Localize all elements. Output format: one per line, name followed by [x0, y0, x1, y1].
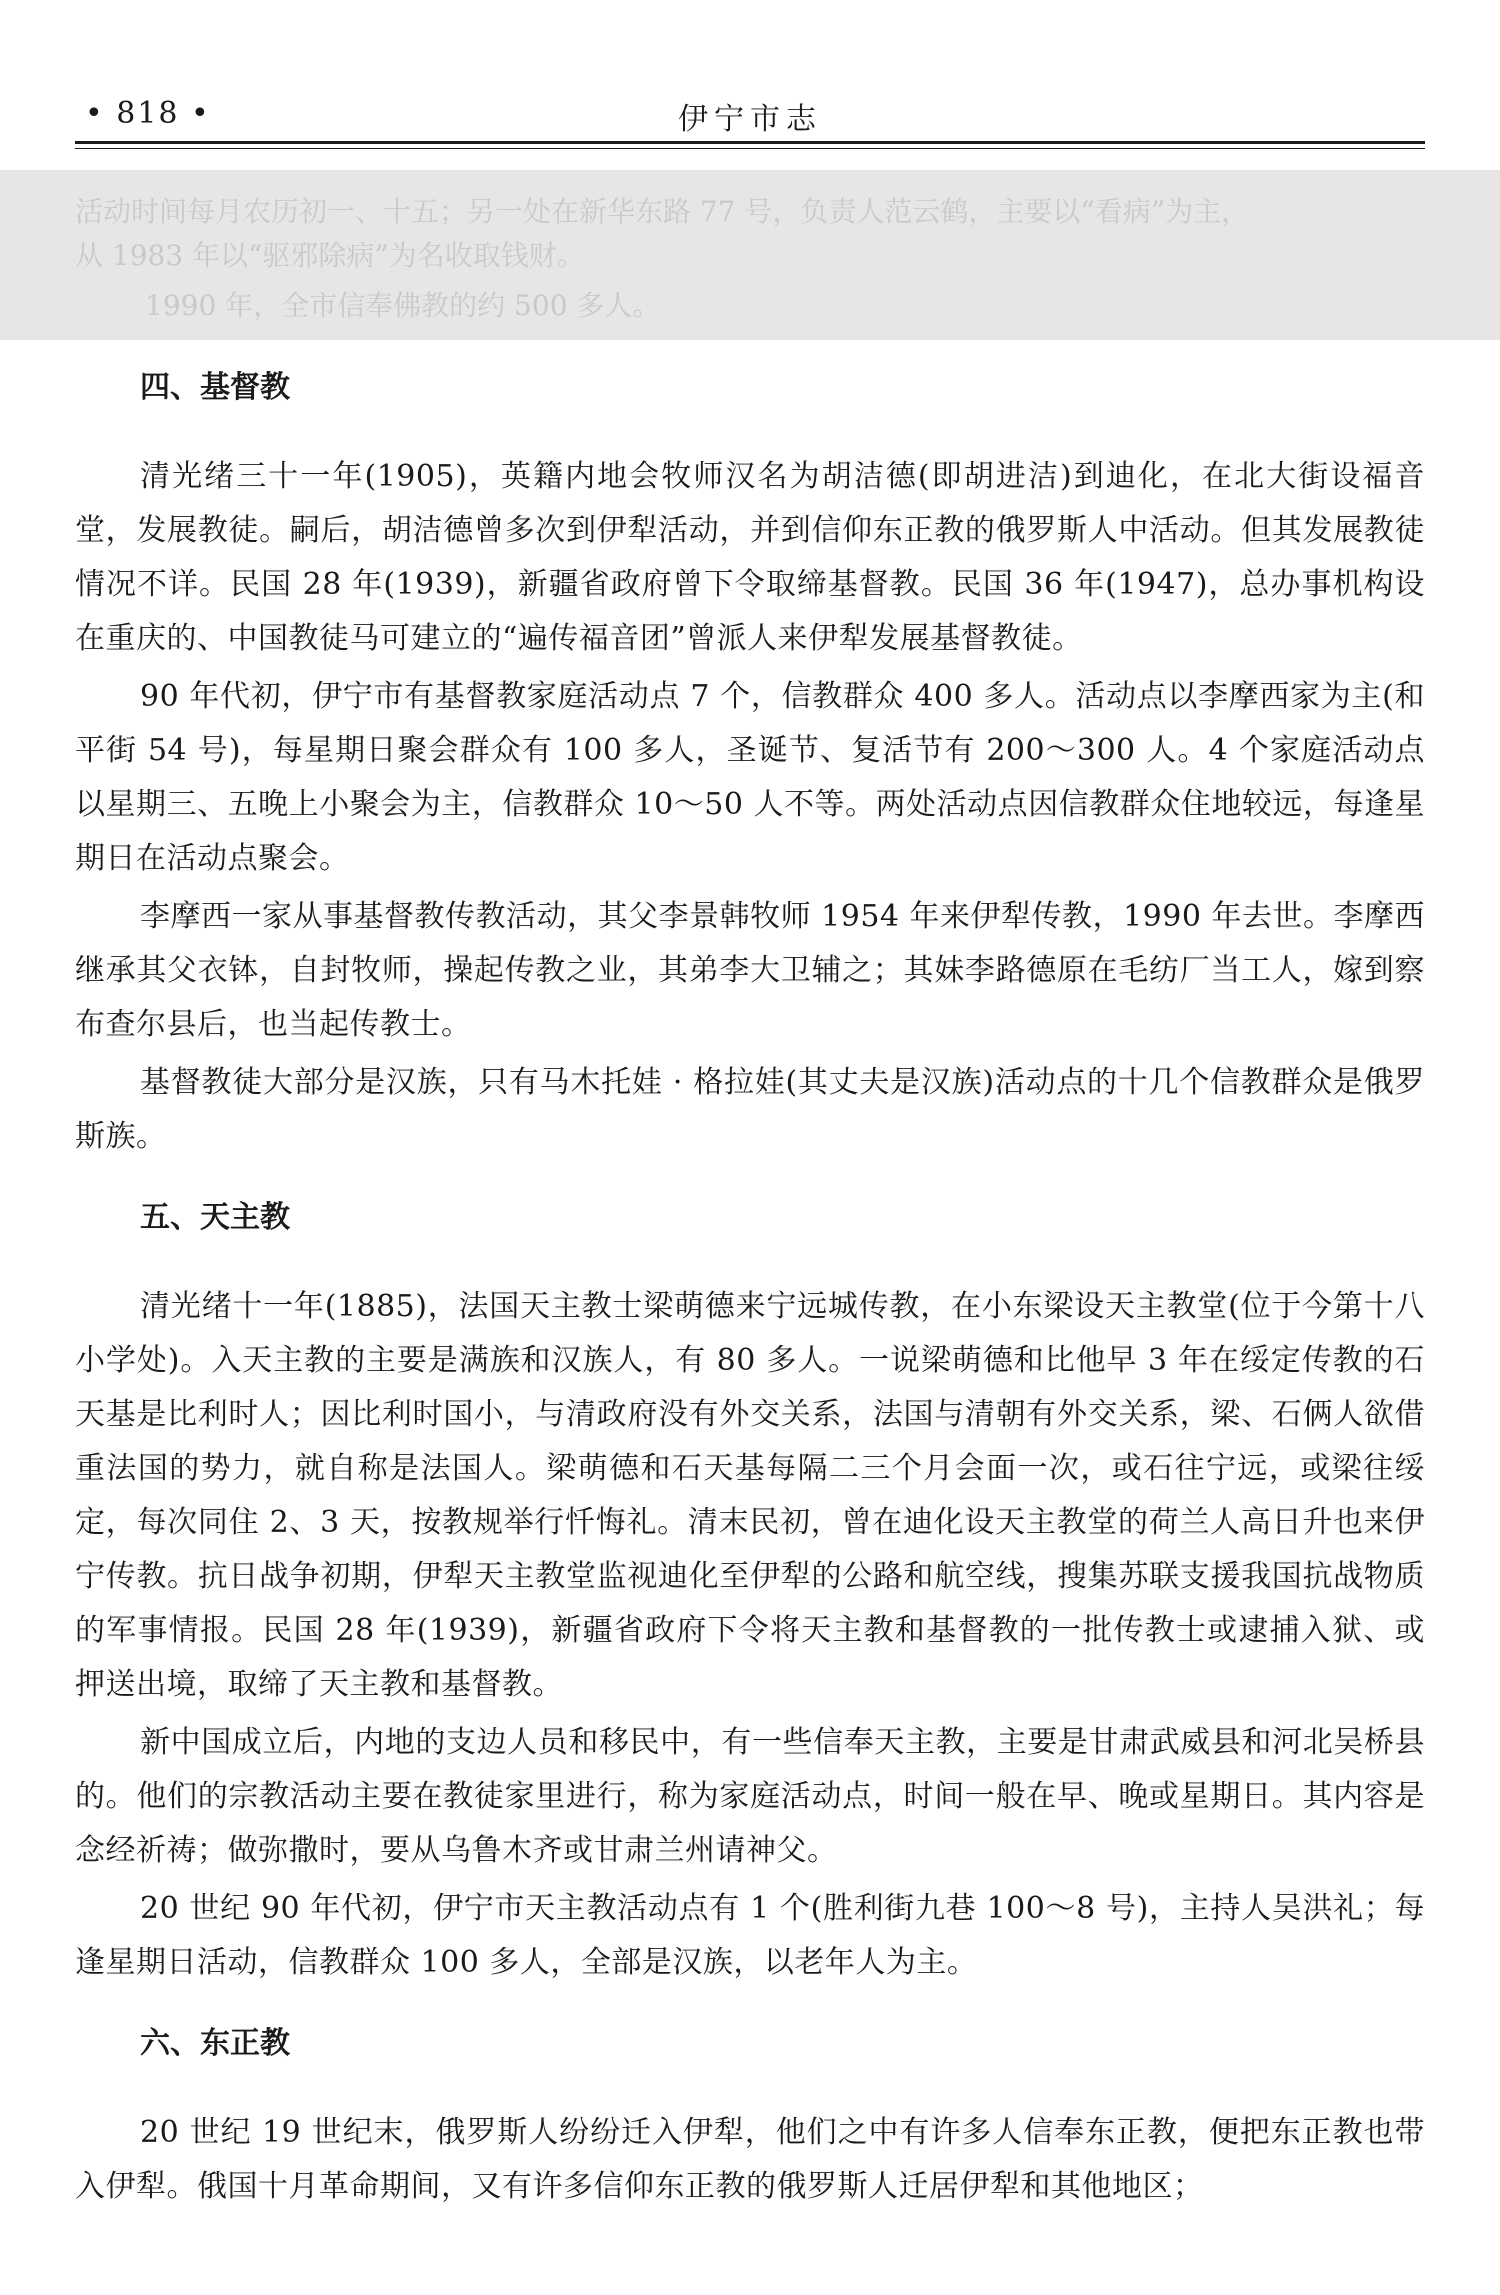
faded-overlay-band — [0, 170, 1500, 340]
paragraph: 清光绪三十一年(1905)，英籍内地会牧师汉名为胡洁德(即胡进洁)到迪化，在北大街设福音堂，发展教徒。嗣后，胡洁德曾多次到伊犁活动，并到信仰东正教的俄罗斯人中活动。但其发展教徒情况不详。民国 28 年(1939)，新疆省政府曾下令取缔基督教。民国 36 年(1947)，总办事机构设在重庆的、中国教徒马可建立的“遍传福音团”曾派人来伊犁发展基督教徒。 — [75, 459, 1425, 656]
section-heading: 四、基督教 — [140, 370, 290, 405]
section-orthodoxy — [75, 2016, 1425, 2214]
overlay-line: 从 1983 年以“驱邪除病”为名收取钱财。 — [75, 239, 585, 272]
section-christianity — [75, 360, 1425, 1164]
overlay-line: 1990 年，全市信奉佛教的约 500 多人。 — [145, 289, 661, 322]
paragraph: 新中国成立后，内地的支边人员和移民中，有一些信奉天主教，主要是甘肃武威县和河北吴桥县的。他们的宗教活动主要在教徒家里进行，称为家庭活动点，时间一般在早、晚或星期日。其内容是念经祈祷；做弥撒时，要从乌鲁木齐或甘肃兰州请神父。 — [75, 1725, 1425, 1868]
header-rule-thin — [75, 148, 1425, 149]
page-number: • 818 • — [85, 96, 211, 131]
overlay-line: 活动时间每月农历初一、十五；另一处在新华东路 77 号，负责人范云鹤，主要以“看病”为主， — [75, 195, 1250, 228]
paragraph: 20 世纪 90 年代初，伊宁市天主教活动点有 1 个(胜利街九巷 100～8 号)，主持人吴洪礼；每逢星期日活动，信教群众 100 多人，全部是汉族，以老年人为主。 — [75, 1891, 1425, 1980]
page-body — [75, 360, 1425, 2218]
section-heading: 五、天主教 — [140, 1200, 290, 1235]
paragraph: 清光绪十一年(1885)，法国天主教士梁萌德来宁远城传教，在小东梁设天主教堂(位于今第十八小学处)。入天主教的主要是满族和汉族人，有 80 多人。一说梁萌德和比他早 3 年在绥定传教的石天基是比利时人；因比利时国小，与清政府没有外交关系，法国与清朝有外交关系，梁、石俩人欲借重法国的势力，就自称是法国人。梁萌德和石天基每隔二三个月会面一次，或石往宁远，或梁往绥定，每次同住 2、3 天，按教规举行忏悔礼。清末民初，曾在迪化设天主教堂的荷兰人高日升也来伊宁传教。抗日战争初期，伊犁天主教堂监视迪化至伊犁的公路和航空线，搜集苏联支援我国抗战物质的军事情报。民国 28 年(1939)，新疆省政府下令将天主教和基督教的一批传教士或逮捕入狱、或押送出境，取缔了天主教和基督教。 — [75, 1289, 1425, 1702]
paragraph: 20 世纪 19 世纪末，俄罗斯人纷纷迁入伊犁，他们之中有许多人信奉东正教，便把东正教也带入伊犁。俄国十月革命期间，又有许多信仰东正教的俄罗斯人迁居伊犁和其他地区； — [75, 2115, 1425, 2204]
paragraph: 基督教徒大部分是汉族，只有马木托娃 · 格拉娃(其丈夫是汉族)活动点的十几个信教群众是俄罗斯族。 — [75, 1065, 1425, 1154]
header-rule-thick — [75, 141, 1425, 144]
running-title: 伊宁市志 — [678, 102, 822, 137]
paragraph: 90 年代初，伊宁市有基督教家庭活动点 7 个，信教群众 400 多人。活动点以李摩西家为主(和平街 54 号)，每星期日聚会群众有 100 多人，圣诞节、复活节有 200～300 人。4 个家庭活动点以星期三、五晚上小聚会为主，信教群众 10～50 人不等。两处活动点因信教群众住地较远，每逢星期日在活动点聚会。 — [75, 679, 1425, 876]
page-header — [75, 92, 1425, 138]
section-catholicism — [75, 1190, 1425, 1990]
paragraph: 李摩西一家从事基督教传教活动，其父李景韩牧师 1954 年来伊犁传教，1990 年去世。李摩西继承其父衣钵，自封牧师，操起传教之业，其弟李大卫辅之；其妹李路德原在毛纺厂当工人，嫁到察布查尔县后，也当起传教士。 — [75, 899, 1425, 1042]
section-heading: 六、东正教 — [140, 2026, 290, 2061]
